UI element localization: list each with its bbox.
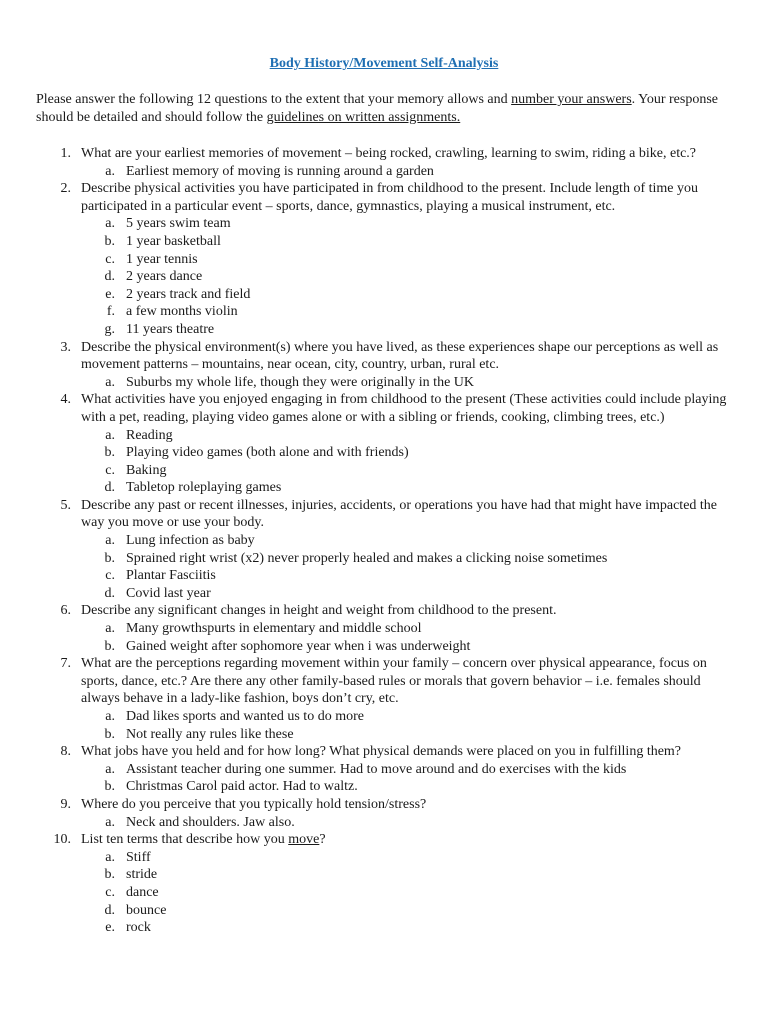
question-text: What are the perceptions regarding movement within your family – concern over physical appearance, focus on sports, dance, etc.? Are there any other family-based rules or morals that govern behavior – i.e. females should always behave in a lady-like fashion, boys don’t cry, etc. [81,656,707,707]
answer-text: 5 years swim team [126,216,231,232]
answer-text: Sprained right wrist (x2) never properly healed and makes a clicking noise sometimes [126,550,608,566]
question-item [36,391,736,497]
answer-text: 11 years theatre [126,321,215,337]
question-number: 3. [60,339,71,355]
answer-item [81,163,736,181]
answer-label: b. [104,726,115,742]
answer-text: rock [126,920,151,936]
answer-text: 2 years track and field [126,286,251,302]
question-number: 9. [60,796,71,812]
answer-text: Playing video games (both alone and with friends) [126,445,409,461]
answer-text: Tabletop roleplaying games [126,480,282,496]
answer-text: Stiff [126,849,151,865]
answer-item [81,427,736,445]
question-text: Describe any significant changes in height and weight from childhood to the present. [81,603,557,619]
question-item [36,145,736,180]
answer-text: Not really any rules like these [126,726,294,742]
answer-label: b. [104,867,115,883]
answer-text: a few months violin [126,304,238,320]
answer-list [81,163,736,181]
question-item [36,796,736,831]
answer-text: Assistant teacher during one summer. Had to move around and do exercises with the kids [126,761,627,777]
answer-item [81,866,736,884]
question-number: 2. [60,181,71,197]
question-item [36,655,736,743]
answer-item [81,444,736,462]
answer-text: Plantar Fasciitis [126,568,216,584]
answer-item [81,479,736,497]
answer-item [81,286,736,304]
answer-label: a. [105,849,115,865]
answer-list [81,620,736,655]
answer-list [81,215,736,338]
answer-label: b. [104,638,115,654]
answer-text: dance [126,884,159,900]
answer-label: a. [105,163,115,179]
question-list [36,145,736,937]
answer-label: b. [104,779,115,795]
question-item [36,497,736,603]
answer-item [81,761,736,779]
answer-label: c. [105,884,115,900]
question-number: 5. [60,497,71,513]
question-number: 8. [60,744,71,760]
answer-label: a. [105,533,115,549]
answer-list [81,374,736,392]
question-text: What are your earliest memories of movement – being rocked, crawling, learning to swim, riding a bike, etc.? [81,146,697,161]
answer-item [81,303,736,321]
answer-label: a. [105,709,115,724]
answer-text: stride [126,867,158,883]
intro-underlined-number-answers: number your answers [511,92,632,107]
question-text: Describe the physical environment(s) where you have lived, as these experiences shape our perceptions as well as movement patterns – mountains, near ocean, city, country, urban, rural etc. [81,339,719,373]
answer-label: a. [105,216,115,232]
answer-item [81,849,736,867]
question-item [36,180,736,338]
answer-item [81,462,736,480]
answer-text: Gained weight after sophomore year when i was underweight [126,638,471,654]
answer-text: Neck and shoulders. Jaw also. [126,814,295,830]
answer-label: b. [104,233,115,249]
answer-text: Baking [126,462,167,478]
answer-label: f. [106,304,115,320]
question-text: Where do you perceive that you typically hold tension/stress? [81,796,427,812]
answer-text: Many growthspurts in elementary and middle school [126,621,422,637]
question-text-part: List ten terms that describe how you [81,832,289,848]
answer-item [81,814,736,832]
answer-label: c. [105,568,115,584]
question-text: Describe physical activities you have participated in from childhood to the present. Include length of time you participated in a particular event – sports, dance, gymnastics, playing a musical instrument, etc. [81,181,698,214]
answer-text: bounce [126,902,167,918]
intro-text-middle: . Your response should be detailed and should follow the [36,92,718,125]
intro-paragraph [36,91,736,126]
answer-list [81,708,736,743]
answer-label: e. [105,920,115,936]
answer-item [81,251,736,269]
question-text-part: ? [319,832,326,848]
answer-label: a. [105,374,115,390]
answer-label: a. [105,761,115,777]
answer-item [81,233,736,251]
question-number: 1. [60,146,71,161]
answer-label: e. [105,286,115,302]
question-item [36,831,736,937]
question-number: 10. [53,832,71,848]
answer-item [81,268,736,286]
answer-label: a. [105,427,115,443]
answer-text: 1 year basketball [126,233,221,249]
answer-label: b. [104,445,115,461]
question-item [36,602,736,655]
answer-list [81,532,736,602]
question-number: 6. [60,603,71,619]
answer-text: Covid last year [126,585,211,601]
answer-item [81,215,736,233]
answer-list [81,814,736,832]
answer-item [81,321,736,339]
answer-label: a. [105,621,115,637]
question-item [36,743,736,796]
answer-label: a. [105,814,115,830]
answer-text: Dad likes sports and wanted us to do more [126,709,364,724]
answer-label: c. [105,462,115,478]
answer-list [81,849,736,937]
answer-item [81,585,736,603]
answer-item [81,726,736,744]
question-text-underlined: move [288,832,320,848]
intro-text: Please answer the following 12 questions to the extent that your memory allows and [36,92,512,107]
answer-item [81,638,736,656]
answer-label: d. [104,480,115,496]
intro-underlined-guidelines: guidelines on written assignments. [266,109,461,125]
answer-item [81,550,736,568]
answer-text: 2 years dance [126,269,203,285]
answer-item [81,884,736,902]
answer-label: c. [105,251,115,267]
answer-item [81,374,736,392]
question-text: What jobs have you held and for how long? What physical demands were placed on you in fulfilling them? [81,744,682,760]
question-number: 7. [60,656,71,672]
answer-item [81,567,736,585]
page-title: Body History/Movement Self-Analysis [269,56,499,71]
answer-label: d. [104,585,115,601]
question-text: Describe any past or recent illnesses, injuries, accidents, or operations you have had that might have impacted the way you move or use your body. [81,497,718,531]
answer-item [81,708,736,726]
answer-item [81,778,736,796]
answer-text: Christmas Carol paid actor. Had to waltz. [126,779,358,795]
answer-list [81,427,736,497]
answer-label: g. [104,321,115,337]
answer-text: 1 year tennis [126,251,198,267]
answer-text: Reading [126,427,173,443]
answer-item [81,919,736,937]
answer-label: d. [104,269,115,285]
answer-text: Lung infection as baby [126,533,255,549]
answer-item [81,532,736,550]
question-number: 4. [60,392,71,408]
answer-text: Earliest memory of moving is running around a garden [126,163,434,179]
answer-label: b. [104,550,115,566]
answer-label: d. [104,902,115,918]
answer-item [81,620,736,638]
question-text: What activities have you enjoyed engaging in from childhood to the present (These activities could include playing with a pet, reading, playing video games alone or with a sibling or friends, cooking, climbing trees, etc.) [81,392,727,425]
question-item [36,339,736,392]
answer-list [81,761,736,796]
answer-item [81,902,736,920]
answer-text: Suburbs my whole life, though they were originally in the UK [126,374,474,390]
question-text [81,832,326,847]
